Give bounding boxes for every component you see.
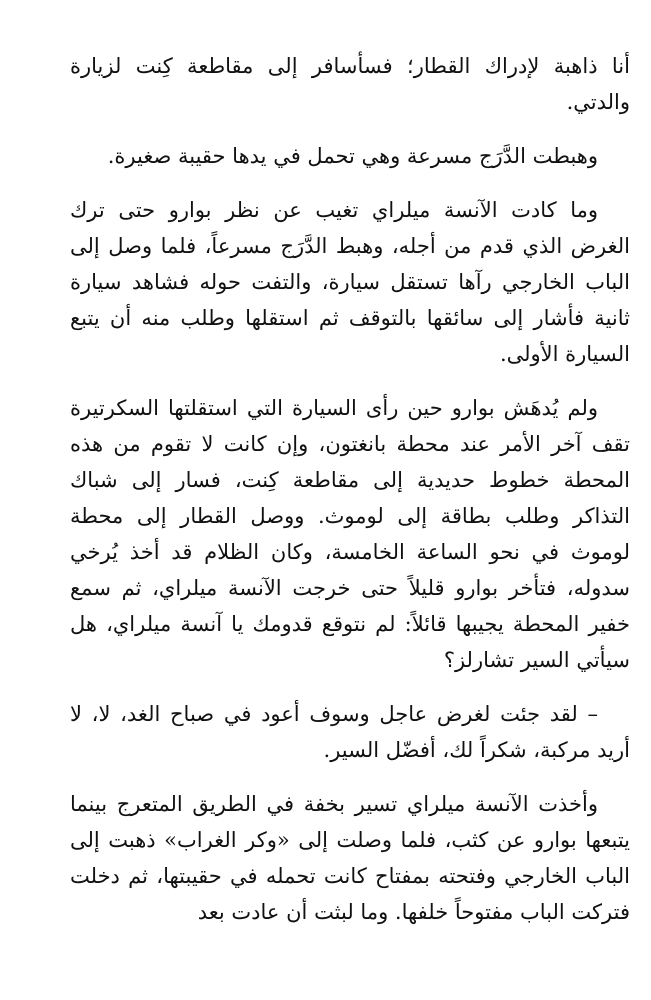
paragraph-5: – لقد جئت لغرض عاجل وسوف أعود في صباح الغد، لا، لا أريد مركبة، شكراً لك، أفضّل السير. bbox=[70, 702, 630, 762]
book-page bbox=[70, 48, 630, 930]
paragraph-6: وأخذت الآنسة ميلراي تسير بخفة في الطريق المتعرج بينما يتبعها بوارو عن كثب، فلما وصلت إلى «وكر الغراب» ذهبت إلى الباب الخارجي وفتحته بمفتاح كانت تحمله في حقيبتها، ثم دخلت فتركت الباب مفتوحاً خلفها. وما لبثت أن عادت بعد bbox=[70, 792, 630, 924]
paragraph-1: أنا ذاهبة لإدراك القطار؛ فسأسافر إلى مقاطعة كِنت لزيارة والدتي. bbox=[70, 54, 630, 114]
paragraph-3: وما كادت الآنسة ميلراي تغيب عن نظر بوارو حتى ترك الغرض الذي قدم من أجله، وهبط الدَّرَج مسرعاً، فلما وصل إلى الباب الخارجي رآها تستقل سيارة، والتفت حوله فشاهد سيارة ثانية فأشار إلى سائقها بالتوقف ثم استقلها وطلب منه أن يتبع السيارة الأولى. bbox=[70, 198, 630, 366]
paragraph-4: ولم يُدهَش بوارو حين رأى السيارة التي استقلتها السكرتيرة تقف آخر الأمر عند محطة بانغتون، وإن كانت لا تقوم من هذه المحطة خطوط حديدية إلى مقاطعة كِنت، فسار إلى شباك التذاكر وطلب بطاقة إلى لوموث. ووصل القطار إلى محطة لوموث في نحو الساعة الخامسة، وكان الظلام قد أخذ يُرخي سدوله، فتأخر بوارو قليلاً حتى خرجت الآنسة ميلراي، ثم سمع خفير المحطة يجيبها قائلاً: لم نتوقع قدومك يا آنسة ميلراي، هل سيأتي السير تشارلز؟ bbox=[70, 396, 630, 672]
paragraph-2: وهبطت الدَّرَج مسرعة وهي تحمل في يدها حقيبة صغيرة. bbox=[107, 144, 598, 168]
